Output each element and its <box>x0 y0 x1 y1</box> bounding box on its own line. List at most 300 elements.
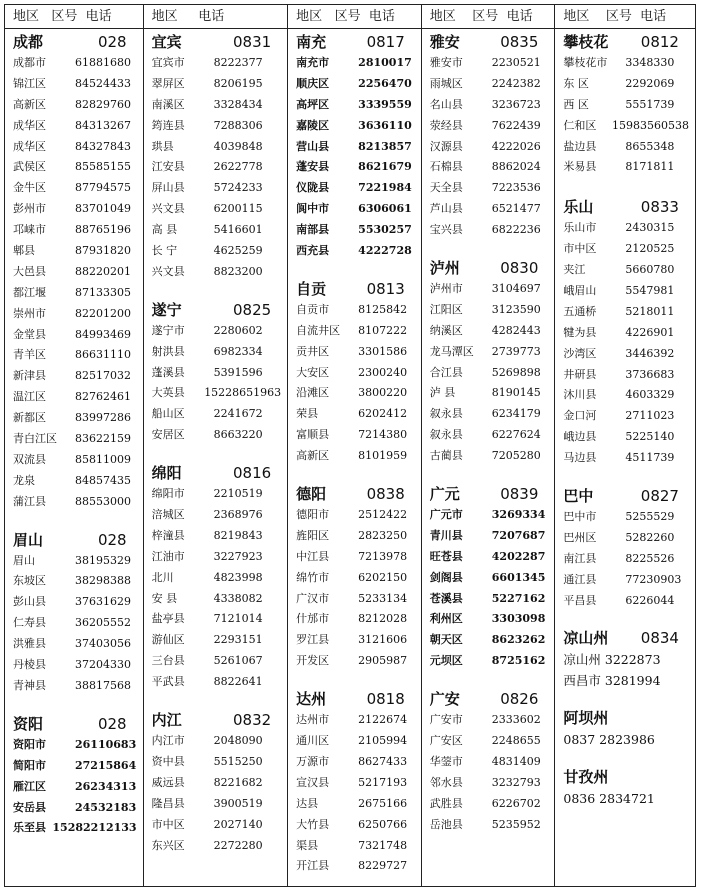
phone-directory-table <box>4 4 696 887</box>
directory-row <box>152 526 282 547</box>
district-name: 峨眉山 <box>563 284 597 298</box>
phone-number: 8627433 <box>358 754 408 768</box>
district-name: 温江区 <box>13 390 46 404</box>
region-name: 广安 <box>429 690 460 709</box>
directory-row <box>152 262 282 283</box>
directory-row <box>152 363 282 384</box>
directory-row <box>430 505 549 526</box>
directory-row <box>13 199 137 220</box>
phone-number: 2512422 <box>358 508 408 522</box>
directory-row <box>13 471 137 492</box>
phone-number: 2210519 <box>213 487 263 501</box>
phone-number: 8621679 <box>358 160 412 174</box>
region-name: 眉山 <box>13 530 44 549</box>
district-name: 井研县 <box>563 367 597 381</box>
district-name: 遂宁市 <box>151 323 185 337</box>
directory-row <box>563 570 689 591</box>
district-name: 射洪县 <box>151 344 185 358</box>
area-code: 0832 <box>232 711 272 730</box>
district-name: 成华区 <box>13 118 46 132</box>
phone-number: 4222728 <box>358 244 412 258</box>
phone-number: 3227923 <box>213 549 263 563</box>
district-name: 广汉市 <box>296 591 330 605</box>
district-name: 内江市 <box>151 734 185 748</box>
phone-number: 87931820 <box>75 244 131 258</box>
district-name: 兴文县 <box>151 202 185 216</box>
phone-number: 2027140 <box>213 817 263 831</box>
phone-number: 5269898 <box>491 365 541 379</box>
district-name: 崇州市 <box>13 306 46 320</box>
district-name: 剑阁县 <box>429 570 463 584</box>
directory-row <box>13 74 137 95</box>
phone-number: 7207687 <box>491 528 546 542</box>
directory-row <box>296 220 415 241</box>
region-name: 资阳 <box>13 714 44 733</box>
directory-row <box>430 526 549 547</box>
district-name: 合江县 <box>429 365 463 379</box>
district-name: 什邡市 <box>296 612 330 626</box>
phone-number: 8222377 <box>213 56 263 69</box>
phone-number: 6601345 <box>491 570 546 584</box>
directory-row <box>430 74 549 95</box>
directory-row <box>152 220 282 241</box>
phone-number: 2293151 <box>213 633 263 647</box>
district-name: 都江堰 <box>13 285 46 299</box>
district-name: 南溪区 <box>151 97 185 111</box>
phone-number: 6982334 <box>213 344 263 358</box>
area-code: 0812 <box>640 33 679 51</box>
district-name: 古蔺县 <box>429 449 463 463</box>
phone-number: 6234179 <box>491 407 541 421</box>
directory-row <box>13 492 137 513</box>
district-name: 顺庆区 <box>296 76 330 90</box>
area-code: 0825 <box>232 300 272 319</box>
directory-row <box>430 630 549 651</box>
directory-row <box>152 178 282 199</box>
directory-row <box>13 777 137 798</box>
phone-number: 3121606 <box>358 633 408 647</box>
district-name: 巴中市 <box>563 510 597 524</box>
phone-number: 7205280 <box>491 449 541 463</box>
district-name: 利州区 <box>429 612 463 626</box>
directory-row <box>13 676 137 697</box>
district-name: 广安市 <box>429 713 463 727</box>
region-name: 甘孜州 <box>563 768 609 787</box>
directory-row <box>13 137 137 158</box>
directory-row <box>152 836 282 857</box>
phone-number: 15228651963 <box>204 386 282 400</box>
phone-number: 3104697 <box>491 282 541 296</box>
phone-number: 7121014 <box>213 612 263 626</box>
district-name: 成都市 <box>13 56 46 69</box>
directory-row <box>296 300 415 321</box>
phone-number: 5225140 <box>625 430 675 444</box>
district-name: 华蓥市 <box>429 754 463 768</box>
directory-row <box>152 731 282 752</box>
phone-number: 8206195 <box>213 76 263 90</box>
district-name: 金牛区 <box>13 181 46 195</box>
phone-number: 8212028 <box>358 612 408 626</box>
directory-row <box>152 53 282 74</box>
district-name: 马边县 <box>563 451 597 465</box>
directory-row <box>296 856 415 877</box>
phone-number: 82762461 <box>75 390 131 404</box>
district-name: 泸 县 <box>429 386 456 400</box>
directory-row <box>152 672 282 693</box>
directory-row <box>296 815 415 836</box>
phone-number: 2333602 <box>491 713 541 727</box>
phone-number: 3736683 <box>625 367 675 381</box>
directory-row <box>152 752 282 773</box>
column-body <box>422 29 555 836</box>
phone-number: 2120525 <box>625 242 675 256</box>
directory-row <box>430 157 549 178</box>
directory-row <box>296 446 415 467</box>
phone-number: 6200115 <box>213 202 263 216</box>
directory-row <box>430 710 549 731</box>
phone-number: 2256470 <box>358 76 412 90</box>
phone-number: 87133305 <box>75 285 131 299</box>
district-name: 龙马潭区 <box>429 344 474 358</box>
phone-number: 2292069 <box>625 76 675 90</box>
phone-number: 3800220 <box>358 386 408 400</box>
directory-row <box>296 363 415 384</box>
phone-number: 88553000 <box>75 494 131 508</box>
directory-row <box>152 383 282 404</box>
directory-row <box>13 345 137 366</box>
district-name: 嘉陵区 <box>296 118 330 132</box>
region-block <box>296 688 415 877</box>
directory-row <box>296 731 415 752</box>
phone-number: 2272280 <box>213 838 263 852</box>
phone-number: 7223536 <box>491 181 541 195</box>
directory-row <box>13 283 137 304</box>
district-name: 珙县 <box>151 139 174 153</box>
phone-number: 15282212133 <box>52 821 137 835</box>
phone-number: 24532183 <box>75 800 137 814</box>
phone-number: 8663220 <box>213 428 263 442</box>
district-name: 平武县 <box>151 675 185 689</box>
phone-number: 36205552 <box>75 616 131 630</box>
phone-number: 5547981 <box>625 284 675 298</box>
district-name: 武侯区 <box>13 160 46 174</box>
directory-row <box>563 649 689 670</box>
region-block <box>13 529 137 697</box>
phone-number: 61881680 <box>75 56 131 69</box>
directory-row <box>152 630 282 651</box>
directory-row <box>563 116 689 137</box>
directory-row <box>430 137 549 158</box>
district-name: 东 区 <box>563 76 589 90</box>
region-title <box>152 462 282 484</box>
directory-row <box>430 446 549 467</box>
directory-row <box>13 53 137 74</box>
phone-number: 6226702 <box>491 796 541 810</box>
district-name: 通江县 <box>563 572 597 586</box>
directory-row <box>13 735 137 756</box>
district-name: 凉山州 3222873 <box>563 652 661 668</box>
directory-row <box>13 387 137 408</box>
phone-number: 6202412 <box>358 407 408 421</box>
phone-number: 7321748 <box>358 838 408 852</box>
district-name: 旺苍县 <box>429 549 463 563</box>
region-name: 达州 <box>296 690 327 709</box>
district-name: 东坡区 <box>13 574 46 588</box>
directory-row <box>563 302 689 323</box>
district-name: 开发区 <box>296 654 330 668</box>
phone-number: 3636110 <box>358 118 412 132</box>
directory-row <box>563 448 689 469</box>
phone-number: 88220201 <box>75 264 131 278</box>
phone-number: 4338082 <box>213 591 263 605</box>
directory-row <box>563 591 689 612</box>
phone-number: 6227624 <box>491 428 541 442</box>
directory-row <box>296 794 415 815</box>
directory-row <box>563 260 689 281</box>
phone-number: 85585155 <box>75 160 131 174</box>
directory-row <box>13 325 137 346</box>
district-name: 苍溪县 <box>429 591 463 605</box>
directory-row <box>152 116 282 137</box>
region-title <box>430 483 549 505</box>
directory-row <box>13 634 137 655</box>
directory-row <box>13 756 137 777</box>
region-block <box>152 462 282 693</box>
district-name: 富顺县 <box>296 428 330 442</box>
phone-number: 2242382 <box>491 76 541 90</box>
region-title <box>563 196 689 218</box>
directory-row <box>152 589 282 610</box>
phone-number: 7214380 <box>358 428 408 442</box>
directory-row <box>296 589 415 610</box>
region-block <box>563 485 689 611</box>
directory-row <box>296 157 415 178</box>
region-block <box>152 31 282 283</box>
phone-number: 5660780 <box>625 263 675 277</box>
district-name: 船山区 <box>151 407 185 421</box>
district-name: 大英县 <box>151 386 185 400</box>
phone-number: 4625259 <box>213 244 263 258</box>
phone-number: 5530257 <box>358 223 412 237</box>
phone-number: 8823200 <box>213 264 263 278</box>
district-name: 石棉县 <box>429 160 463 174</box>
phone-number: 8862024 <box>491 160 541 174</box>
district-name: 开江县 <box>296 859 330 873</box>
district-name: 双流县 <box>13 452 46 466</box>
district-name: 峨边县 <box>563 430 597 444</box>
district-name: 隆昌县 <box>151 796 185 810</box>
region-name: 南充 <box>296 33 327 51</box>
directory-row <box>430 731 549 752</box>
area-code: 0826 <box>500 690 539 709</box>
directory-row <box>563 507 689 528</box>
area-code: 0839 <box>500 485 539 504</box>
district-name: 阆中市 <box>296 202 330 216</box>
district-name: 大安区 <box>296 365 330 379</box>
region-block <box>563 627 689 691</box>
phone-number: 5233134 <box>358 591 408 605</box>
directory-row <box>13 450 137 471</box>
region-block <box>563 766 689 809</box>
district-name: 荥经县 <box>429 118 463 132</box>
phone-number: 8655348 <box>625 139 675 153</box>
directory-row <box>152 773 282 794</box>
directory-row <box>13 408 137 429</box>
phone-number: 37204330 <box>75 658 131 672</box>
phone-number: 8229727 <box>358 859 408 873</box>
directory-row <box>296 651 415 672</box>
region-name: 遂宁 <box>151 300 182 319</box>
district-name: 渠县 <box>296 838 319 852</box>
directory-row <box>296 321 415 342</box>
directory-row <box>430 815 549 836</box>
district-name: 广安区 <box>429 734 463 748</box>
region-title <box>430 688 549 710</box>
district-name: 仪陇县 <box>296 181 330 195</box>
district-name: 高新区 <box>13 97 46 111</box>
region-title <box>296 688 415 710</box>
directory-row <box>152 484 282 505</box>
directory-row <box>430 794 549 815</box>
phone-number: 5282260 <box>625 530 675 544</box>
column-header: 地区 区号 电话 <box>5 5 143 29</box>
phone-number: 2300240 <box>358 365 408 379</box>
phone-number: 3339559 <box>358 97 412 111</box>
directory-row <box>13 592 137 613</box>
directory-row <box>13 95 137 116</box>
directory-row <box>430 547 549 568</box>
phone-number: 3232793 <box>491 775 541 789</box>
phone-number: 8219843 <box>213 528 263 542</box>
region-block <box>296 483 415 672</box>
district-name: 长 宁 <box>151 244 178 258</box>
district-name: 西昌市 3281994 <box>563 673 661 689</box>
phone-number: 83622159 <box>75 432 131 446</box>
area-code: 0835 <box>500 33 539 51</box>
directory-row <box>13 613 137 634</box>
directory-row <box>296 568 415 589</box>
district-name: 资阳市 <box>13 737 46 751</box>
phone-number: 8107222 <box>358 323 408 337</box>
column-header: 地区 电话 <box>144 5 288 29</box>
directory-row <box>430 651 549 672</box>
area-code: 0818 <box>366 690 405 709</box>
district-name: 0836 2834721 <box>563 791 655 807</box>
phone-number: 84857435 <box>75 473 131 487</box>
district-name: 泸州市 <box>429 282 463 296</box>
directory-row <box>430 178 549 199</box>
directory-row <box>152 547 282 568</box>
directory-row <box>430 773 549 794</box>
district-name: 青白江区 <box>13 432 57 446</box>
directory-row <box>430 752 549 773</box>
district-name: 金口河 <box>563 409 597 423</box>
district-name: 雨城区 <box>429 76 463 90</box>
directory-row <box>430 199 549 220</box>
region-block <box>563 31 689 178</box>
district-name: 兴文县 <box>151 264 185 278</box>
district-name: 叙永县 <box>429 428 463 442</box>
region-block <box>296 278 415 467</box>
directory-row <box>13 262 137 283</box>
directory-row <box>430 589 549 610</box>
directory-row <box>296 241 415 262</box>
district-name: 安 县 <box>151 591 178 605</box>
district-name: 江安县 <box>151 160 185 174</box>
region-block <box>430 688 549 835</box>
district-name: 绵阳市 <box>151 487 185 501</box>
column-body <box>288 29 421 877</box>
area-code: 0827 <box>640 487 679 506</box>
directory-row <box>13 551 137 572</box>
region-name: 乐山 <box>563 198 594 217</box>
phone-number: 6822236 <box>491 223 541 237</box>
phone-number: 4511739 <box>625 451 675 465</box>
phone-number: 26110683 <box>75 737 137 751</box>
phone-number: 8190145 <box>491 386 541 400</box>
region-name: 绵阳 <box>151 464 182 483</box>
directory-row <box>430 116 549 137</box>
directory-row <box>430 53 549 74</box>
district-name: 西 区 <box>563 97 589 111</box>
district-name: 洪雅县 <box>13 637 46 651</box>
district-name: 东兴区 <box>151 838 185 852</box>
directory-row <box>563 528 689 549</box>
phone-number: 6521477 <box>491 202 541 216</box>
region-name: 雅安 <box>429 33 460 51</box>
region-title <box>563 766 689 788</box>
region-title <box>13 31 137 53</box>
phone-number: 5227162 <box>491 591 546 605</box>
district-name: 德阳市 <box>296 508 330 522</box>
directory-row <box>13 366 137 387</box>
phone-number: 82517032 <box>75 369 131 383</box>
district-name: 安居区 <box>151 428 185 442</box>
directory-row <box>563 53 689 74</box>
region-title <box>430 257 549 279</box>
phone-number: 8623262 <box>491 633 546 647</box>
region-title <box>430 31 549 53</box>
directory-row <box>296 342 415 363</box>
district-name: 梓潼县 <box>151 528 185 542</box>
directory-row <box>430 425 549 446</box>
phone-number: 2241672 <box>213 407 263 421</box>
district-name: 雅安市 <box>429 56 463 69</box>
phone-number: 2105994 <box>358 734 408 748</box>
directory-row <box>296 74 415 95</box>
region-title <box>152 31 282 53</box>
phone-number: 4039848 <box>213 139 263 153</box>
phone-number: 26234313 <box>75 779 137 793</box>
directory-row <box>296 178 415 199</box>
directory-row <box>296 836 415 857</box>
region-block <box>152 709 282 856</box>
phone-number: 5515250 <box>213 754 263 768</box>
area-code: 028 <box>97 33 127 51</box>
phone-number: 38195329 <box>75 553 131 567</box>
area-code: 028 <box>97 714 127 733</box>
phone-number: 83997286 <box>75 411 131 425</box>
phone-number: 88765196 <box>75 223 131 237</box>
district-name: 自贡市 <box>296 302 330 316</box>
district-name: 仁和区 <box>563 118 597 132</box>
area-code: 0838 <box>366 485 405 504</box>
district-name: 攀枝花市 <box>563 56 608 69</box>
region-title <box>13 529 137 551</box>
region-name: 阿坝州 <box>563 709 609 728</box>
directory-row <box>152 342 282 363</box>
phone-number: 8725162 <box>491 654 546 668</box>
